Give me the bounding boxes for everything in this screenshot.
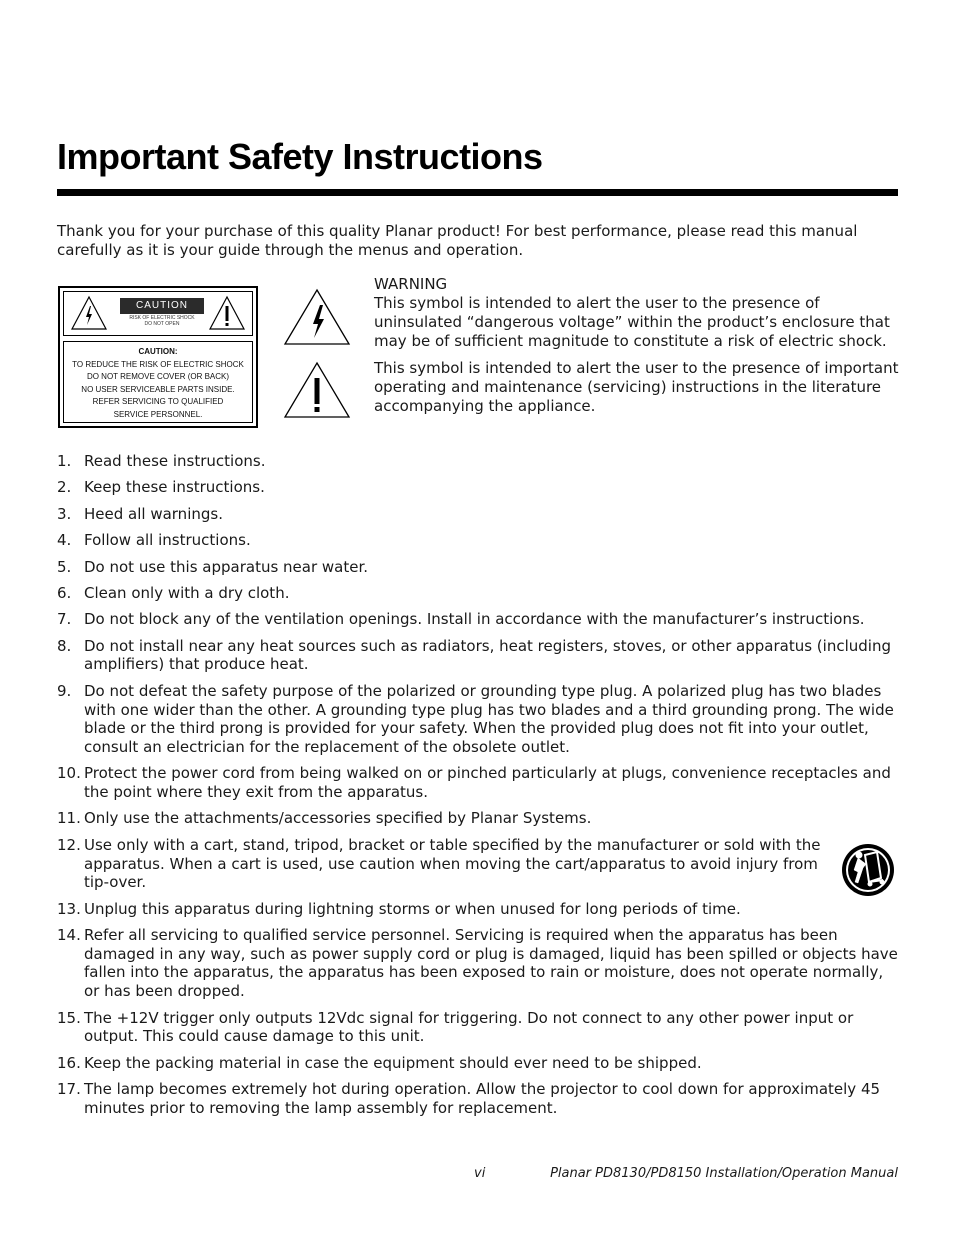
item-number: 4.	[57, 531, 72, 550]
footer-manual-title: Planar PD8130/PD8150 Installation/Operation Manual	[550, 1166, 898, 1181]
item-text: Follow all instructions.	[84, 531, 251, 550]
list-item	[57, 900, 898, 919]
list-item	[57, 682, 898, 757]
lightning-bolt-triangle-icon	[283, 288, 351, 346]
exclamation-triangle-icon	[283, 361, 351, 419]
list-item	[57, 505, 898, 524]
list-item	[57, 836, 898, 892]
caution-label-subtitle-line: DO NOT OPEN	[144, 321, 180, 327]
caution-label-line: TO REDUCE THE RISK OF ELECTRIC SHOCK	[72, 359, 244, 369]
caution-label-subtitle	[120, 315, 204, 327]
caution-label-heading: CAUTION:	[138, 347, 178, 356]
list-item	[57, 926, 898, 1001]
list-item	[57, 809, 898, 828]
lightning-bolt-triangle-icon	[70, 295, 108, 331]
item-text: Heed all warnings.	[84, 504, 223, 523]
title-rule	[57, 189, 898, 196]
item-text: Clean only with a dry cloth.	[84, 583, 290, 602]
warning-voltage-paragraph	[374, 275, 899, 351]
cart-tip-over-warning-icon	[839, 842, 897, 898]
exclamation-triangle-icon	[208, 295, 246, 331]
item-number: 7.	[57, 610, 72, 629]
item-number: 15.	[57, 1008, 81, 1027]
item-text: Keep the packing material in case the equipment should ever need to be shipped.	[84, 1053, 702, 1072]
item-text: Keep these instructions.	[84, 478, 265, 497]
caution-label-title: CAUTION	[120, 298, 204, 314]
item-number: 12.	[57, 835, 81, 854]
list-item	[57, 637, 898, 674]
item-number: 13.	[57, 899, 81, 918]
item-number: 17.	[57, 1079, 81, 1098]
list-item	[57, 1080, 898, 1117]
list-item	[57, 558, 898, 577]
item-text: Do not defeat the safety purpose of the polarized or grounding type plug. A polarized plug has two blades with one wider than the other. A grounding type plug has two blades and a third grounding prong. The wide blade or the third prong is provided for your safety. When the provided plug does not fit into your outlet, consult an electrician for the replacement of the obsolete outlet.	[84, 681, 894, 756]
item-number: 8.	[57, 636, 72, 655]
list-item	[57, 1054, 898, 1073]
caution-label-line: DO NOT REMOVE COVER (OR BACK)	[86, 372, 230, 381]
warning-voltage-text: This symbol is intended to alert the user to the presence of uninsulated “dangerous voltage” within the product’s enclosure that may be of sufficient magnitude to constitute a risk of electric shock.	[374, 294, 890, 350]
item-number: 1.	[57, 452, 72, 470]
item-number: 10.	[57, 764, 81, 783]
warning-exclamation-text: This symbol is intended to alert the user to the presence of important operating and maintenance (servicing) instructions in the literature accompanying the appliance.	[374, 359, 899, 415]
item-text: Do not install near any heat sources such as radiators, heat registers, stoves, or other apparatus (including amplifiers) that produce heat.	[84, 636, 891, 674]
item-text: Do not block any of the ventilation openings. Install in accordance with the manufacturer’s instructions.	[84, 610, 865, 629]
caution-label	[58, 286, 258, 428]
warning-block	[374, 275, 899, 416]
caution-label-line: SERVICE PERSONNEL.	[113, 409, 203, 419]
list-item	[57, 452, 898, 471]
intro-paragraph: Thank you for your purchase of this quality Planar product! For best performance, please read this manual carefully as it is your guide through the menus and operation.	[57, 222, 858, 259]
list-item	[57, 610, 898, 629]
item-number: 5.	[57, 557, 72, 576]
item-number: 11.	[57, 809, 81, 828]
item-text: Only use the attachments/accessories specified by Planar Systems.	[84, 809, 592, 828]
list-item	[57, 478, 898, 497]
item-text: Protect the power cord from being walked on or pinched particularly at plugs, convenience receptacles and the point where they exit from the apparatus.	[84, 764, 891, 802]
instructions-list	[57, 452, 898, 1125]
list-item	[57, 1009, 898, 1046]
caution-label-body	[63, 341, 253, 423]
caution-label-header	[63, 291, 253, 336]
item-text: Read these instructions.	[84, 452, 266, 470]
caution-label-line: NO USER SERVICEABLE PARTS INSIDE.	[81, 384, 235, 394]
item-text: Refer all servicing to qualified service personnel. Servicing is required when the apparatus has been damaged in any way, such as power supply cord or plug is damaged, liquid has been spilled or objects have fallen into the apparatus, the apparatus has been exposed to rain or moisture, does not operate normally, or has been dropped.	[84, 926, 898, 1001]
warning-heading: WARNING	[374, 275, 448, 293]
item-number: 14.	[57, 926, 81, 944]
item-text: Use only with a cart, stand, tripod, bracket or table specified by the manufacturer or sold with the apparatus. When a cart is used, use caution when moving the cart/apparatus to avoid injury from tip-over.	[84, 835, 821, 892]
list-item	[57, 531, 898, 550]
item-number: 6.	[57, 583, 72, 602]
item-number: 16.	[57, 1053, 81, 1072]
list-item	[57, 584, 898, 603]
caution-label-line: REFER SERVICING TO QUALIFIED	[92, 397, 224, 406]
footer-page-number: vi	[474, 1166, 486, 1181]
item-number: 3.	[57, 504, 72, 523]
item-text: Do not use this apparatus near water.	[84, 557, 369, 576]
item-number: 9.	[57, 681, 72, 700]
caution-label-subtitle-line: RISK OF ELECTRIC SHOCK	[129, 315, 195, 321]
item-text: The lamp becomes extremely hot during operation. Allow the projector to cool down for approximately 45 minutes prior to removing the lamp assembly for replacement.	[84, 1079, 881, 1117]
item-text: Unplug this apparatus during lightning storms or when unused for long periods of time.	[84, 899, 741, 918]
item-text: The +12V trigger only outputs 12Vdc signal for triggering. Do not connect to any other power input or output. This could cause damage to this unit.	[84, 1008, 854, 1046]
list-item	[57, 764, 898, 801]
item-number: 2.	[57, 478, 72, 497]
page-title: Important Safety Instructions	[57, 136, 543, 177]
